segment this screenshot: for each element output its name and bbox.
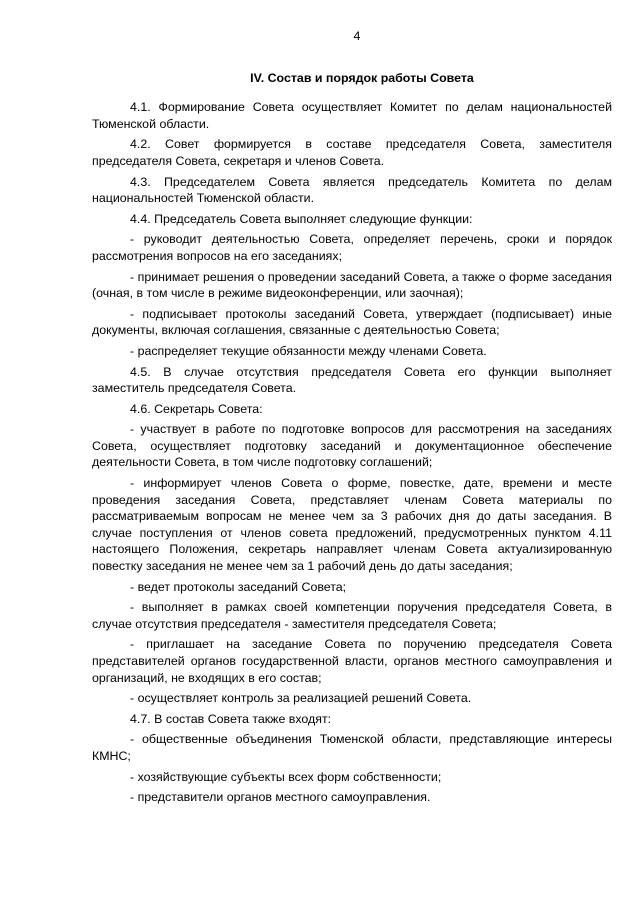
paragraph: 4.5. В случае отсутствия председателя Совета его функции выполняет заместитель председателя Совета. xyxy=(92,364,612,396)
paragraph: 4.2. Совет формируется в составе председателя Совета, заместителя председателя Совета, секретаря и членов Совета. xyxy=(92,137,612,168)
paragraph: 4.3. Председателем Совета является председатель Комитета по делам национальностей Тюменской области. xyxy=(92,174,612,206)
list-item: - информирует членов Совета о форме, повестке, дате, времени и месте проведения заседания Совета, представляет членам Совета материалы по рассматриваемым вопросам не менее чем за 3 рабочих дня до даты заседания. В случае поступления от членов совета предложений, предусмотренных пунктом 4.11 настоящего Положения, секретарь направляет членам Совета актуализированную повестку заседания не менее чем за 1 рабочий день до даты заседания; xyxy=(92,476,612,574)
page-number: 4 xyxy=(353,29,361,43)
list-item: - приглашает на заседание Совета по поручению председателя Совета представителей органов государственной власти, органов местного самоуправления и организаций, не входящих в его состав; xyxy=(92,637,612,685)
list-item: - участвует в работе по подготовке вопросов для рассмотрения на заседаниях Совета, осуществляет подготовку заседаний и документационное обеспечение деятельности Совета, в том числе подготовку соглашений; xyxy=(92,422,612,470)
list-item: - принимает решения о проведении заседаний Совета, а также о форме заседания (очная, в том числе в режиме видеоконференции, или заочная); xyxy=(92,269,612,301)
section-heading: IV. Состав и порядок работы Совета xyxy=(250,70,474,85)
paragraph: 4.7. В состав Совета также входят: xyxy=(130,711,332,726)
list-item: - представители органов местного самоуправления. xyxy=(130,790,431,805)
list-item: - выполняет в рамках своей компетенции поручения председателя Совета, в случае отсутствия председателя - заместителя председателя Совета; xyxy=(92,600,612,631)
list-item: - ведет протоколы заседаний Совета; xyxy=(130,579,347,594)
paragraph: 4.6. Секретарь Совета: xyxy=(130,401,263,416)
list-item: - распределяет текущие обязанности между членами Совета. xyxy=(130,343,487,358)
list-item: - хозяйствующие субъекты всех форм собственности; xyxy=(130,769,442,784)
list-item: - общественные объединения Тюменской области, представляющие интересы КМНС; xyxy=(92,732,612,763)
paragraph: 4.1. Формирование Совета осуществляет Комитет по делам национальностей Тюменской области. xyxy=(92,100,612,131)
paragraph: 4.4. Председатель Совета выполняет следующие функции: xyxy=(130,211,473,226)
list-item: - осуществляет контроль за реализацией решений Совета. xyxy=(130,691,472,706)
list-item: - руководит деятельностью Совета, определяет перечень, сроки и порядок рассмотрения вопросов на его заседаниях; xyxy=(92,232,612,263)
list-item: - подписывает протоколы заседаний Совета, утверждает (подписывает) иные документы, включая соглашения, связанные с деятельностью Совета; xyxy=(92,306,612,338)
